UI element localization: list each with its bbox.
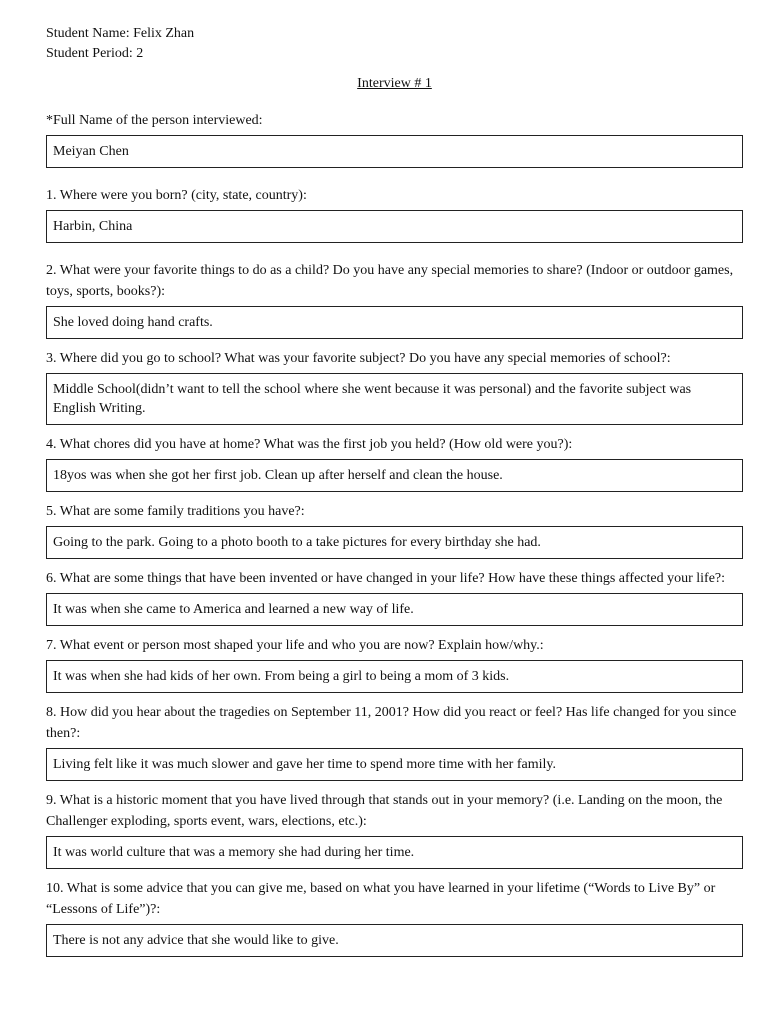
question-text: 8. How did you hear about the tragedies on September 11, 2001? How did you react or feel? Has life changed for you since then?: [46, 705, 737, 741]
question-block-4 [46, 434, 743, 492]
answer-box[interactable]: It was when she came to America and learned a new way of life. [46, 593, 743, 626]
question-text: 4. What chores did you have at home? What was the first job you held? (How old were you?): [46, 437, 573, 452]
answer-box[interactable]: It was world culture that was a memory she had during her time. [46, 836, 743, 869]
interviewee-section [46, 110, 743, 168]
question-block-3 [46, 348, 743, 425]
question-block-9 [46, 790, 743, 869]
question-text: 6. What are some things that have been invented or have changed in your life? How have these things affected your life?: [46, 571, 726, 586]
question-block-2 [46, 260, 743, 339]
answer-box[interactable]: Living felt like it was much slower and gave her time to spend more time with her family. [46, 748, 743, 781]
question-text: 10. What is some advice that you can give me, based on what you have learned in your lifetime (“Words to Live By” or “Lessons of Life”)?: [46, 881, 716, 917]
question-block-8 [46, 702, 743, 781]
question-block-1 [46, 185, 743, 243]
answer-box[interactable]: Going to the park. Going to a photo booth to a take pictures for every birthday she had. [46, 526, 743, 559]
question-block-5 [46, 501, 743, 559]
question-text: 5. What are some family traditions you have?: [46, 504, 305, 519]
question-text: 2. What were your favorite things to do as a child? Do you have any special memories to share? (Indoor or outdoor games, toys, sports, books?): [46, 263, 734, 299]
answer-box[interactable]: Middle School(didn’t want to tell the school where she went because it was personal) and the favorite subject was English Writing. [46, 373, 743, 425]
interviewee-label: *Full Name of the person interviewed: [46, 113, 263, 128]
answer-box[interactable]: There is not any advice that she would like to give. [46, 924, 743, 957]
answer-box[interactable]: Harbin, China [46, 210, 743, 243]
question-text: 3. Where did you go to school? What was your favorite subject? Do you have any special memories of school?: [46, 351, 671, 366]
student-period: Student Period: 2 [46, 46, 144, 61]
answer-box[interactable]: It was when she had kids of her own. From being a girl to being a mom of 3 kids. [46, 660, 743, 693]
answer-box[interactable]: She loved doing hand crafts. [46, 306, 743, 339]
question-text: 1. Where were you born? (city, state, country): [46, 188, 307, 203]
answer-box[interactable]: 18yos was when she got her first job. Clean up after herself and clean the house. [46, 459, 743, 492]
question-block-7 [46, 635, 743, 693]
question-block-6 [46, 568, 743, 626]
student-name: Student Name: Felix Zhan [46, 26, 195, 41]
question-text: 9. What is a historic moment that you have lived through that stands out in your memory? (i.e. Landing on the moon, the Challenger exploding, sports event, wars, elections, etc.): [46, 793, 723, 829]
interviewee-answer[interactable]: Meiyan Chen [46, 135, 743, 168]
question-text: 7. What event or person most shaped your life and who you are now? Explain how/why.: [46, 638, 544, 653]
page-title: Interview # 1 [357, 76, 432, 91]
question-block-10 [46, 878, 743, 957]
